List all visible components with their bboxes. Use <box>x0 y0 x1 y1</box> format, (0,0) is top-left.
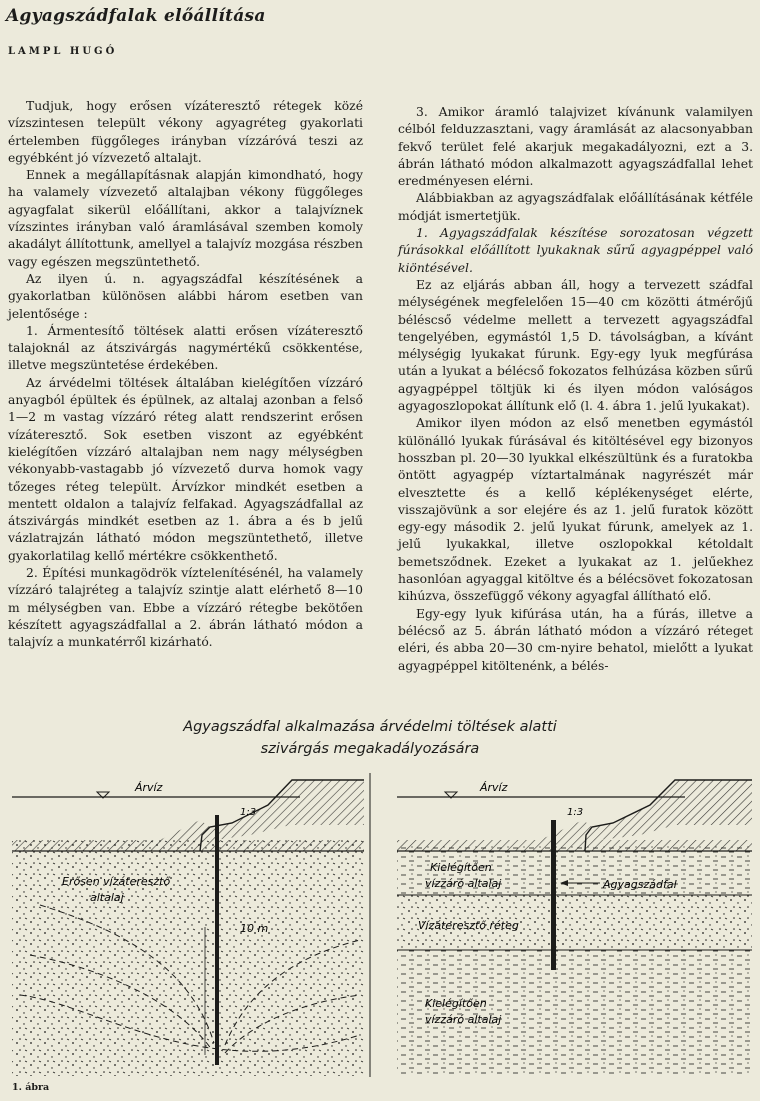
right-diagram <box>397 780 752 1075</box>
figure-title-line: szivárgás megakadályozására <box>260 741 480 757</box>
paragraph: Amikor ilyen módon az első menetben egymástól különálló lyukak fúrásával és kitöltésével egy bizonyos hosszban pl. 20—30 lyukkal elkészültünk és a furatokba öntött agyagpép víztartalmának nagyrészét már elvesztette és a kellő képlékenységet elérte, visszajövünk a sor elejére és az 1. jelű furatok között egy-egy második 2. jelű lyukat fúrunk, amelyek az 1. jelű lyukakkal, illetve oszlopokkal kétoldalt bemetsződnek. Ezeket a lyukakat az 1. jelűekhez hasonlóan agyaggal kitöltve és a bélécsövet fokozatosan kihúzva, összefüggő vékony agyagfal állítható elő. <box>398 416 753 604</box>
article-title: Agyagszádfalak előállítása <box>6 6 266 26</box>
layer-label: Vízáteresztő réteg <box>418 919 519 932</box>
figure-drawing <box>0 755 760 1080</box>
flood-label: Árvíz <box>480 781 508 794</box>
slope-label: 1:3 <box>567 807 584 818</box>
right-column <box>398 104 753 675</box>
clay-cutoff-wall <box>215 815 219 1065</box>
paragraph: Ennek a megállapításnak alapján kimondható, hogy ha valamely vízvezető altalajban vékony függőleges agyagfalat sikerül előállítani, akkor a talajvíznek vízszintes irányban való áramlásával szemben komoly akadályt állítottunk, amellyel a talajvíz mozgása részben vagy egészen megszüntethető. <box>8 168 363 269</box>
figure-caption: 1. ábra <box>12 1082 50 1093</box>
layer-label: Kielégítően <box>425 997 487 1010</box>
slope-label: 1:3 <box>240 807 257 818</box>
layer-label: Erősen vízáteresztő <box>62 875 171 888</box>
paragraph: Az ilyen ú. n. agyagszádfal készítésének a gyakorlatban különösen alábbi három esetben van jelentősége : <box>8 271 363 321</box>
paragraph: Ez az eljárás abban áll, hogy a tervezett szádfal mélységének megfelelően 15—40 cm közötti átmérőjű béléscső védelme mellett a tervezett agyagszádfal tengelyében, egymástól 1,5 D. távolságban, a kívánt mélységig lyukakat fúrunk. Egy-egy lyuk megfúrása után a lyukat a bélécső fokozatos felhúzása közben sűrű agyagpéppel töltjük ki és ilyen módon valóságos agyagoszlopokat állítunk elő (l. 4. ábra 1. jelű lyukakat). <box>398 277 753 414</box>
paragraph: Az árvédelmi töltések általában kielégítően vízzáró anyagból épültek és épülnek, az altalaj azonban a felső 1—2 m vastag vízzáró réteg alatt rendszerint erősen vízáteresztő. Sok esetben viszont az egyébként kielégítően vízzáró altalajban nem nagy mélységben vékonyabb-vastagabb jó vízvezető durva homok vagy tőzeges réteg települt. Árvízkor mindkét esetben a mentett oldalon a talajvíz felfakad. Agyagszádfallal az átszivárgás mindkét esetben az 1. ábra a és b jelű vázlatrajzán látható módon megszüntethető, illetve gyakorlatilag kellő mértékre csökkenthető. <box>8 375 363 563</box>
figure-title <box>140 716 600 760</box>
layer-label: vízzáró altalaj <box>425 877 502 890</box>
wall-label: Agyagszádfal <box>603 878 677 891</box>
layer-label: vízzáró altalaj <box>425 1013 502 1026</box>
article-author: LAMPL HUGÓ <box>8 46 118 57</box>
figure-title-line: Agyagszádfal alkalmazása árvédelmi töltések alatti <box>183 719 557 735</box>
section-heading <box>398 225 753 277</box>
clay-cutoff-wall <box>551 820 556 970</box>
paragraph: Alábbiakban az agyagszádfalak előállításának kétféle módját ismertetjük. <box>398 191 753 223</box>
layer-label: altalaj <box>90 891 124 904</box>
paragraph: 2. Építési munkagödrök víztelenítésénél, ha valamely vízzáró talajréteg a talajvíz szintje alatt elérhető 8—10 m mélységben van. Ebbe a vízzáró rétegbe bekötően készített agyagszádfallal a 2. ábrán látható módon a talajvíz a munkatérről kizárható. <box>8 566 363 650</box>
paragraph: 3. Amikor áramló talajvizet kívánunk valamilyen célból felduzzasztani, vagy áramlását az alacsonyabban fekvő terület felé akarjuk megakadályozni, ezt a 3. ábrán látható módon alkalmazott agyagszádfallal lehet eredményesen elérni. <box>398 105 753 189</box>
levee-body <box>12 780 364 851</box>
paragraph: 1. Ármentesítő töltések alatti erősen vízáteresztő talajoknál az átszivárgás nagymértékű csökkentése, illetve megszüntetése érdekében. <box>8 323 363 373</box>
left-column <box>8 98 363 652</box>
flood-label: Árvíz <box>135 781 163 794</box>
left-diagram <box>12 773 370 1077</box>
section-heading-text: 1. Agyagszádfalak készítése sorozatosan végzett fúrásokkal előállított lyukaknak sűrű agyagpéppel való kiöntésével. <box>398 226 753 275</box>
layer-label: Kielégítően <box>430 861 492 874</box>
paragraph: Egy-egy lyuk kifúrása után, ha a fúrás, illetve a bélécső az 5. ábrán látható módon a vízzáró réteget eléri, és abba 20—30 cm-nyire behatol, mielőtt a lyukat agyagpéppel kitöltenénk, a bélés- <box>398 606 753 673</box>
depth-label: 10 m <box>240 922 269 935</box>
paragraph: Tudjuk, hogy erősen vízáteresztő rétegek közé vízszintesen települt vékony agyagréteg gyakorlati értelemben függőleges irányban vízzáróvá teszi az egyébként jó vízvezető altalajt. <box>8 99 363 165</box>
